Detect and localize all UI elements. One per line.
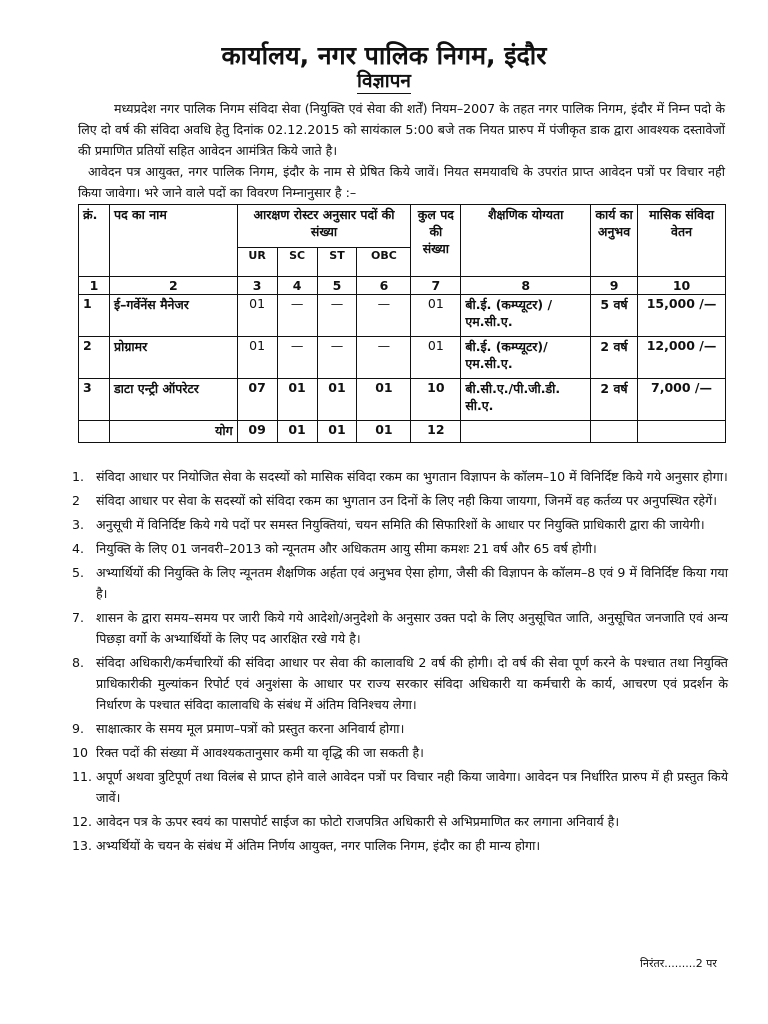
rule-text: अपूर्ण अथवा त्रुटिपूर्ण तथा विलंब से प्राप्त होने वाले आवेदन पत्रों पर विचार नही किया जावेगा। आवेदन पत्र निर्धारित प्रारुप में ही प्रस्तुत किये जावें।	[96, 769, 728, 805]
list-item	[72, 835, 728, 856]
rule-number: 13.	[72, 838, 93, 853]
row-total: 01	[411, 337, 461, 379]
row-qualification: बी.सी.ए./पी.जी.डी. सी.ए.	[461, 379, 591, 421]
rule-text: संविदा अधिकारी/कर्मचारियों की संविदा आधार पर सेवा की कालावधि 2 वर्ष की होगी। दो वर्ष की सेवा पूर्ण करने के पश्चात तथा नियुक्ति प्राधिकारीकी मुल्यांकन रिपोर्ट एवं अनुशंसा के आधार पर राज्य सरकार संविदा अधिकारी या कर्मचारी के कार्य, आचरण एवं प्रदर्शन के निर्धारण के पश्चात संविदा कालावधि के संबंध में अंतिम विनिश्चय लेगा।	[96, 655, 728, 712]
column-number: 3	[237, 277, 277, 295]
rule-text: आवेदन पत्र के ऊपर स्वयं का पासपोर्ट साईज का फोटो राजपत्रित अधिकारी से अभिप्रमाणित कर लगाना अनिवार्य है।	[96, 814, 620, 829]
row-salary: 15,000 /—	[638, 295, 726, 337]
rule-text: अनुसूची में विनिर्दिष्ट किये गये पदों पर समस्त नियुक्तियां, चयन समिति की सिफारिशों के आधार पर नियुक्ति प्राधिकारी द्वारा की जायेगी।	[96, 517, 705, 532]
column-number: 7	[411, 277, 461, 295]
row-obc: 01	[357, 379, 411, 421]
rule-text: अभ्यर्थियों के चयन के संबंध में अंतिम निर्णय आयुक्त, नगर पालिक निगम, इंदौर का ही मान्य होगा।	[96, 838, 541, 853]
table-header-row	[79, 205, 726, 248]
column-number: 5	[317, 277, 357, 295]
rule-number: 12.	[72, 814, 93, 829]
rule-number: 11.	[72, 769, 93, 784]
row-st: 01	[317, 379, 357, 421]
header-salary: मासिक संविदा वेतन	[638, 205, 726, 277]
intro-text	[78, 98, 725, 203]
rule-number: 5.	[72, 565, 85, 580]
row-sno: 1	[79, 295, 110, 337]
row-obc: —	[357, 295, 411, 337]
row-experience: 5 वर्ष	[591, 295, 638, 337]
row-st: —	[317, 295, 357, 337]
subheader-obc: OBC	[357, 248, 411, 277]
list-item	[72, 466, 728, 487]
column-number: 6	[357, 277, 411, 295]
total-obc: 01	[357, 421, 411, 443]
intro-paragraph-1: मध्यप्रदेश नगर पालिक निगम संविदा सेवा (नियुक्ति एवं सेवा की शर्तें) नियम–2007 के तहत नगर पालिक निगम, इंदौर में निम्न पदो के लिए दो वर्ष की संविदा अवधि हेतु दिनांक 02.12.2015 को सायंकाल 5:00 बजे तक नियत प्रारुप में पंजीकृत डाक द्वारा आवश्यक दस्तावेजों की प्रमाणित प्रतियों सहित आवेदन आमंत्रित किये जाते है।	[78, 101, 725, 158]
row-sc: —	[277, 337, 317, 379]
row-experience: 2 वर्ष	[591, 379, 638, 421]
rule-number: 2	[72, 493, 81, 508]
column-number: 4	[277, 277, 317, 295]
list-item	[72, 562, 728, 604]
list-item	[72, 514, 728, 535]
list-item	[72, 607, 728, 649]
table-row	[79, 337, 726, 379]
row-sno: 3	[79, 379, 110, 421]
column-number: 2	[109, 277, 237, 295]
row-qualification: बी.ई. (कम्प्यूटर)/ एम.सी.ए.	[461, 337, 591, 379]
header-post: पद का नाम	[109, 205, 237, 277]
column-number: 1	[79, 277, 110, 295]
row-salary: 12,000 /—	[638, 337, 726, 379]
table-total-row	[79, 421, 726, 443]
total-empty	[638, 421, 726, 443]
row-obc: —	[357, 337, 411, 379]
rule-text: नियुक्ति के लिए 01 जनवरी–2013 को न्यूनतम और अधिकतम आयु सीमा कमशः 21 वर्ष और 65 वर्ष होगी।	[96, 541, 597, 556]
column-number: 9	[591, 277, 638, 295]
total-label: योग	[109, 421, 237, 443]
header-total: कुल पद की संख्या	[411, 205, 461, 277]
list-item	[72, 811, 728, 832]
row-ur: 01	[237, 337, 277, 379]
subtitle-text: विज्ञापन	[357, 70, 411, 92]
row-qualification: बी.ई. (कम्प्यूटर) / एम.सी.ए.	[461, 295, 591, 337]
page-subtitle	[0, 67, 768, 93]
header-qualification: शैक्षणिक योग्यता	[461, 205, 591, 277]
rule-text: संविदा आधार पर नियोजित सेवा के सदस्यों को मासिक संविदा रकम का भुगतान विज्ञापन के कॉलम–10 में विनिर्दिष्ट किये गये अनुसार होगा।	[96, 469, 728, 484]
total-ur: 09	[237, 421, 277, 443]
list-item	[72, 490, 728, 511]
column-number: 8	[461, 277, 591, 295]
row-st: —	[317, 337, 357, 379]
row-ur: 01	[237, 295, 277, 337]
list-item	[72, 718, 728, 739]
total-empty	[591, 421, 638, 443]
rule-text: शासन के द्वारा समय–समय पर जारी किये गये आदेशो/अनुदेशो के अनुसार उक्त पदो के लिए अनुसूचित जाति, अनुसूचित जनजाति एवं अन्य पिछड़ा वर्गो के अभ्यार्थियों के लिए पद आरक्षित रखे गये है।	[96, 610, 728, 646]
list-item	[72, 538, 728, 559]
posts-table	[78, 204, 726, 443]
rule-number: 4.	[72, 541, 85, 556]
row-sno: 2	[79, 337, 110, 379]
rule-number: 1.	[72, 469, 85, 484]
row-post: प्रोग्रामर	[109, 337, 237, 379]
rule-number: 7.	[72, 610, 85, 625]
subheader-st: ST	[317, 248, 357, 277]
continuation-note: निरंतर.........2 पर	[640, 957, 717, 970]
row-sc: 01	[277, 379, 317, 421]
row-total: 10	[411, 379, 461, 421]
subheader-sc: SC	[277, 248, 317, 277]
rule-number: 9.	[72, 721, 85, 736]
row-total: 01	[411, 295, 461, 337]
total-empty	[461, 421, 591, 443]
total-st: 01	[317, 421, 357, 443]
column-number: 10	[638, 277, 726, 295]
list-item	[72, 652, 728, 715]
rule-text: रिक्त पदों की संख्या में आवश्यकतानुसार कमी या वृद्धि की जा सकती है।	[96, 745, 424, 760]
table-row	[79, 295, 726, 337]
rule-number: 8.	[72, 655, 85, 670]
page-title: कार्यालय, नगर पालिक निगम, इंदौर	[221, 41, 547, 70]
row-post: डाटा एन्ट्री ऑपरेटर	[109, 379, 237, 421]
rule-text: साक्षात्कार के समय मूल प्रमाण–पत्रों को प्रस्तुत करना अनिवार्य होगा।	[96, 721, 405, 736]
rule-text: संविदा आधार पर सेवा के सदस्यों को संविदा रकम का भुगतान उन दिनों के लिए नही किया जायगा, जिनमें वह कर्तव्य पर अनुपस्थित रहेगें।	[96, 493, 717, 508]
rule-number: 10	[72, 745, 89, 760]
row-ur: 07	[237, 379, 277, 421]
rule-number: 3.	[72, 517, 85, 532]
subheader-ur: UR	[237, 248, 277, 277]
column-number-row	[79, 277, 726, 295]
header-sno: क्रं.	[79, 205, 110, 277]
rules-list	[72, 466, 728, 859]
row-salary: 7,000 /—	[638, 379, 726, 421]
list-item	[72, 766, 728, 808]
table-row	[79, 379, 726, 421]
intro-paragraph-2: आवेदन पत्र आयुक्त, नगर पालिक निगम, इंदौर के नाम से प्रेषित किये जावें। नियत समयावधि के उपरांत प्राप्त आवेदन पत्रों पर विचार नही किया जावेगा। भरे जाने वाले पदों का विवरण निम्नानुसार है :–	[78, 164, 725, 200]
list-item	[72, 742, 728, 763]
row-experience: 2 वर्ष	[591, 337, 638, 379]
row-sc: —	[277, 295, 317, 337]
total-total: 12	[411, 421, 461, 443]
row-post: ई–गर्वेनेंस मैनेजर	[109, 295, 237, 337]
rule-text: अभ्यार्थियों की नियुक्ति के लिए न्यूनतम शैक्षणिक अर्हता एवं अनुभव ऐसा होगा, जैसी की विज्ञापन के कॉलम–8 एवं 9 में विनिर्दिष्ट किया गया है।	[96, 565, 728, 601]
total-sc: 01	[277, 421, 317, 443]
header-experience: कार्य का अनुभव	[591, 205, 638, 277]
total-empty	[79, 421, 110, 443]
header-reservation: आरक्षण रोस्टर अनुसार पदों की संख्या	[237, 205, 411, 248]
